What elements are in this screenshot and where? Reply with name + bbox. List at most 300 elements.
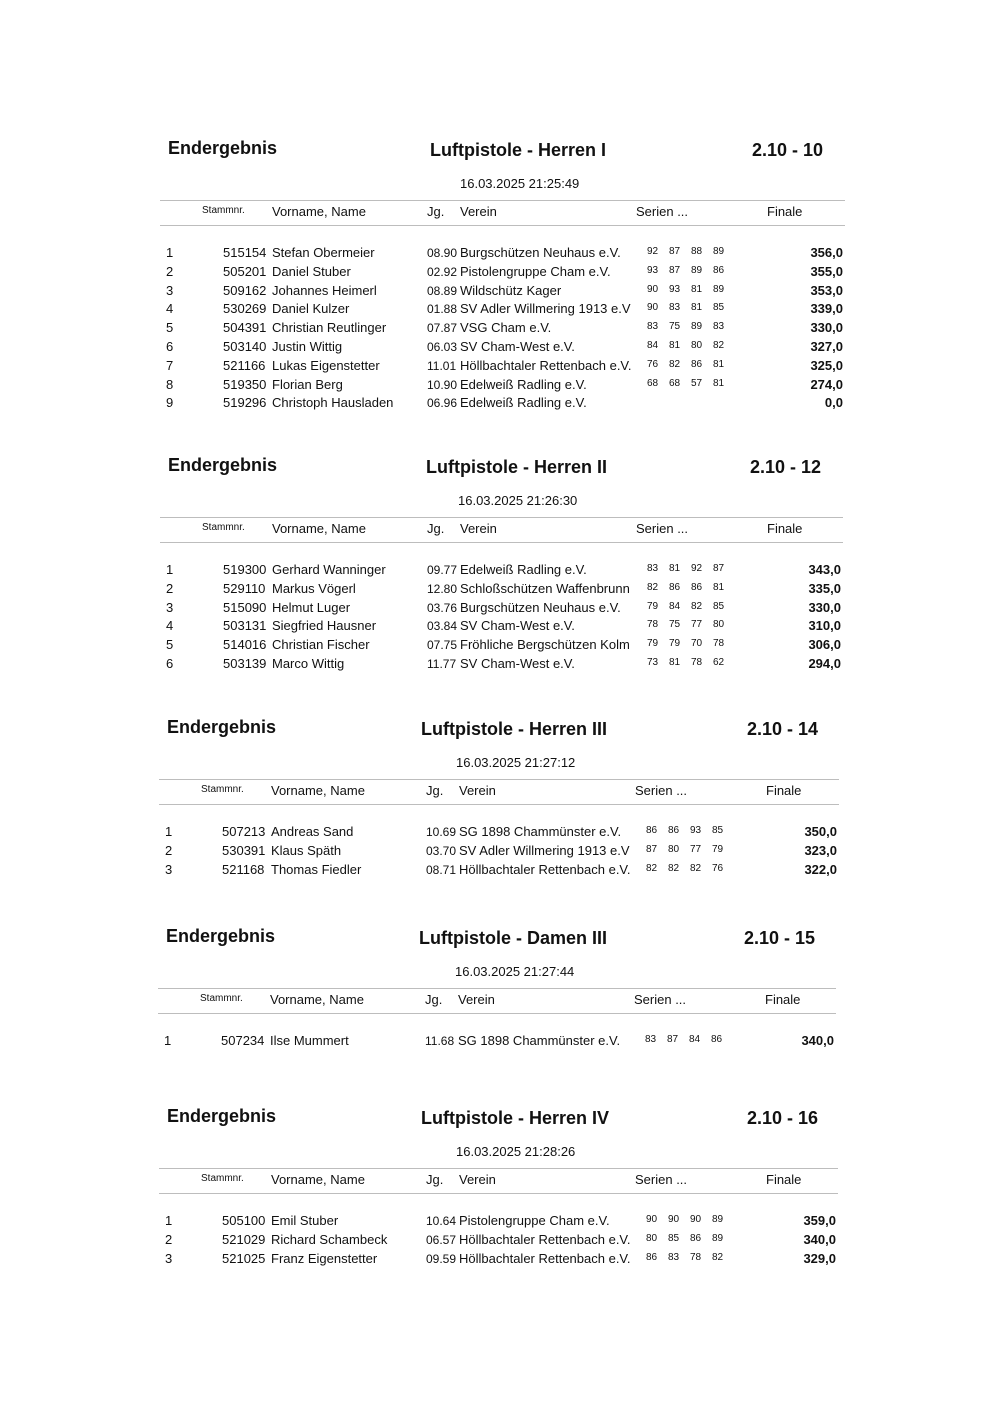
competition-title: Luftpistole - Herren I — [430, 140, 607, 160]
series-score: 86 — [646, 825, 658, 836]
series-score: 93 — [647, 264, 659, 276]
stammnr: 514016 — [223, 637, 267, 653]
rank: 2 — [165, 842, 173, 858]
series-score: 83 — [713, 321, 725, 333]
shooter-name: Johannes Heimerl — [272, 282, 377, 298]
club: SV Adler Willmering 1913 e.V — [459, 842, 630, 858]
series-score: 80 — [646, 1232, 658, 1244]
series-score: 86 — [691, 358, 703, 370]
rank: 1 — [165, 824, 173, 839]
competition-title: Luftpistole - Damen III — [419, 928, 608, 948]
rank: 4 — [166, 301, 174, 317]
series-scores — [646, 863, 734, 874]
club: Höllbachtaler Rettenbach e.V. — [459, 861, 631, 877]
final-score: 306,0 — [808, 637, 841, 653]
series-score: 85 — [668, 1232, 680, 1244]
shooter-name: Christian Reutlinger — [272, 320, 387, 336]
competition-code: 2.10 - 10 — [752, 140, 824, 160]
shooter-name: Daniel Kulzer — [272, 301, 350, 317]
series-score: 86 — [711, 1034, 723, 1045]
column-header-jg: Jg. — [425, 992, 443, 1007]
column-header-serien: Serien ... — [636, 204, 689, 219]
column-header-verein: Verein — [459, 1172, 496, 1187]
series-scores — [647, 657, 735, 668]
final-score: 325,0 — [810, 357, 843, 373]
final-score: 355,0 — [810, 263, 843, 279]
result-section — [160, 138, 845, 409]
timestamp: 16.03.2025 21:25:49 — [460, 176, 580, 191]
competition-code: 2.10 - 14 — [747, 719, 819, 739]
series-score: 87 — [669, 246, 681, 257]
birth-month-year: 09.59 — [426, 1251, 457, 1266]
stammnr: 507234 — [221, 1033, 265, 1048]
stammnr: 521166 — [223, 357, 266, 373]
series-score: 82 — [691, 600, 703, 612]
stammnr: 504391 — [223, 320, 267, 336]
rank: 2 — [166, 263, 174, 279]
club: Wildschütz Kager — [460, 282, 562, 298]
header-rule-top — [159, 779, 839, 780]
column-header-stammnr: Stammnr. — [201, 1173, 244, 1184]
series-score: 80 — [713, 619, 725, 631]
rank: 5 — [166, 637, 174, 653]
shooter-name: Franz Eigenstetter — [271, 1250, 378, 1266]
table-row — [158, 1033, 836, 1052]
birth-month-year: 06.96 — [427, 396, 458, 411]
series-score: 78 — [690, 1251, 702, 1263]
birth-month-year: 10.90 — [427, 377, 458, 392]
stammnr: 521029 — [222, 1231, 266, 1247]
shooter-name: Florian Berg — [272, 376, 343, 392]
header-rule-bottom — [159, 1193, 838, 1194]
rank: 6 — [166, 656, 174, 671]
stammnr: 515090 — [223, 599, 267, 615]
header-rule-top — [160, 517, 843, 518]
final-score: 330,0 — [810, 320, 843, 336]
series-score: 87 — [713, 563, 725, 574]
table-row — [160, 600, 843, 619]
series-score: 82 — [668, 862, 680, 874]
series-score: 70 — [691, 638, 703, 650]
series-scores — [647, 601, 735, 612]
final-score: 353,0 — [810, 282, 843, 298]
series-score: 89 — [713, 246, 725, 257]
birth-month-year: 03.70 — [426, 843, 457, 858]
series-score: 87 — [669, 264, 681, 276]
column-header-name: Vorname, Name — [271, 1172, 365, 1187]
series-score: 82 — [669, 358, 681, 370]
series-score: 90 — [690, 1214, 702, 1225]
shooter-name: Christoph Hausladen — [272, 395, 394, 411]
stammnr: 503131 — [223, 618, 267, 634]
column-header-jg: Jg. — [427, 204, 445, 219]
series-score: 78 — [691, 657, 703, 668]
final-score: 356,0 — [810, 245, 843, 260]
series-score: 81 — [713, 581, 725, 593]
series-score: 77 — [690, 843, 702, 855]
column-header-stammnr: Stammnr. — [202, 205, 245, 216]
shooter-name: Justin Wittig — [272, 339, 343, 354]
birth-month-year: 06.03 — [427, 340, 458, 354]
rank: 1 — [164, 1033, 172, 1048]
birth-month-year: 01.88 — [427, 302, 458, 317]
stammnr: 519350 — [223, 376, 267, 392]
shooter-name: Marco Wittig — [272, 656, 345, 671]
section-heading: Endergebnis — [168, 455, 278, 475]
column-header-verein: Verein — [459, 783, 496, 798]
competition-title: Luftpistole - Herren II — [426, 457, 608, 477]
series-scores — [646, 1233, 734, 1244]
section-heading: Endergebnis — [166, 926, 276, 946]
series-score: 83 — [647, 563, 659, 574]
series-score: 68 — [669, 377, 681, 389]
series-score: 68 — [647, 377, 659, 389]
birth-month-year: 02.92 — [427, 264, 458, 279]
shooter-name: Markus Vögerl — [272, 580, 356, 596]
table-row — [160, 656, 843, 675]
series-score: 90 — [647, 283, 659, 295]
stammnr: 529110 — [223, 580, 266, 596]
table-row — [159, 862, 839, 881]
club: Fröhliche Bergschützen Kolm — [460, 637, 630, 653]
final-score: 322,0 — [804, 861, 837, 877]
final-score: 310,0 — [808, 618, 841, 634]
birth-month-year: 07.75 — [427, 638, 458, 653]
stammnr: 519300 — [223, 562, 267, 577]
club: Höllbachtaler Rettenbach e.V. — [459, 1250, 631, 1266]
shooter-name: Helmut Luger — [272, 599, 351, 615]
column-header-jg: Jg. — [427, 521, 445, 536]
table-row — [160, 339, 845, 358]
birth-month-year: 11.68 — [425, 1034, 455, 1048]
shooter-name: Siegfried Hausner — [272, 618, 377, 634]
table-row — [160, 395, 845, 414]
final-score: 335,0 — [808, 580, 841, 596]
birth-month-year: 10.64 — [426, 1214, 457, 1228]
series-score: 57 — [691, 377, 703, 389]
series-scores — [646, 825, 734, 836]
column-header-stammnr: Stammnr. — [202, 522, 245, 533]
series-score: 93 — [669, 283, 681, 295]
series-score: 78 — [647, 619, 659, 631]
result-section — [159, 1106, 838, 1266]
section-heading: Endergebnis — [168, 138, 278, 158]
club: Pistolengruppe Cham e.V. — [459, 1213, 610, 1228]
stammnr: 521025 — [222, 1250, 266, 1266]
shooter-name: Daniel Stuber — [272, 263, 351, 279]
header-rule-top — [158, 988, 836, 989]
series-scores — [647, 638, 735, 649]
club: SV Cham-West e.V. — [460, 618, 575, 634]
column-header-finale: Finale — [765, 992, 801, 1007]
birth-month-year: 03.84 — [427, 619, 458, 634]
stammnr: 521168 — [222, 861, 265, 877]
series-score: 77 — [691, 619, 703, 631]
series-score: 86 — [691, 581, 703, 593]
column-header-finale: Finale — [767, 204, 803, 219]
table-row — [160, 637, 843, 656]
final-score: 340,0 — [803, 1231, 836, 1247]
birth-month-year: 11.77 — [427, 657, 457, 671]
column-header-stammnr: Stammnr. — [200, 993, 243, 1004]
column-header-finale: Finale — [766, 1172, 802, 1187]
series-score: 76 — [712, 862, 724, 874]
stammnr: 519296 — [223, 395, 267, 411]
series-score: 85 — [712, 825, 724, 836]
series-score: 89 — [691, 321, 703, 333]
series-score: 88 — [691, 246, 703, 257]
series-score: 81 — [669, 563, 681, 574]
series-score: 84 — [647, 340, 659, 351]
birth-month-year: 12.80 — [427, 581, 458, 596]
table-row — [160, 562, 843, 581]
header-rule-bottom — [158, 1013, 836, 1014]
series-score: 79 — [669, 638, 681, 650]
shooter-name: Gerhard Wanninger — [272, 562, 386, 577]
series-score: 79 — [647, 638, 659, 650]
rank: 2 — [166, 580, 174, 596]
shooter-name: Stefan Obermeier — [272, 245, 375, 260]
series-score: 81 — [669, 340, 681, 351]
column-header-verein: Verein — [458, 992, 495, 1007]
club: Edelweiß Radling e.V. — [460, 562, 587, 577]
table-row — [160, 264, 845, 283]
column-header-finale: Finale — [767, 521, 803, 536]
birth-month-year: 08.90 — [427, 246, 458, 260]
series-score: 90 — [668, 1214, 680, 1225]
birth-month-year: 08.89 — [427, 283, 458, 298]
table-row — [160, 377, 845, 396]
result-section — [160, 455, 843, 669]
series-score: 82 — [690, 862, 702, 874]
series-score: 84 — [689, 1034, 701, 1045]
shooter-name: Thomas Fiedler — [271, 861, 362, 877]
competition-code: 2.10 - 12 — [750, 457, 822, 477]
stammnr: 503140 — [223, 339, 267, 354]
table-row — [160, 283, 845, 302]
series-score: 75 — [669, 619, 681, 631]
column-header-stammnr: Stammnr. — [201, 784, 244, 795]
series-score: 76 — [647, 358, 659, 370]
series-score: 93 — [690, 825, 702, 836]
shooter-name: Lukas Eigenstetter — [272, 357, 380, 373]
club: SV Cham-West e.V. — [460, 656, 575, 671]
final-score: 323,0 — [804, 842, 837, 858]
result-section — [158, 926, 836, 1048]
rank: 2 — [165, 1231, 173, 1247]
birth-month-year: 11.01 — [427, 358, 457, 373]
stammnr: 530269 — [223, 301, 267, 317]
table-row — [159, 843, 839, 862]
series-score: 79 — [712, 843, 724, 855]
table-row — [159, 824, 839, 843]
table-row — [160, 320, 845, 339]
series-score: 81 — [713, 358, 725, 370]
stammnr: 503139 — [223, 656, 267, 671]
rank: 3 — [166, 282, 174, 298]
column-header-name: Vorname, Name — [272, 521, 366, 536]
shooter-name: Ilse Mummert — [270, 1033, 349, 1048]
series-score: 89 — [712, 1214, 724, 1225]
final-score: 350,0 — [804, 824, 837, 839]
series-score: 82 — [646, 862, 658, 874]
club: Schloßschützen Waffenbrunn — [460, 580, 630, 596]
series-score: 90 — [646, 1214, 658, 1225]
rank: 3 — [166, 599, 174, 615]
timestamp: 16.03.2025 21:26:30 — [458, 493, 578, 508]
series-score: 89 — [712, 1232, 724, 1244]
stammnr: 509162 — [223, 282, 267, 298]
club: SG 1898 Chammünster e.V. — [458, 1033, 621, 1048]
series-scores — [647, 302, 735, 313]
club: VSG Cham e.V. — [460, 320, 552, 336]
shooter-name: Christian Fischer — [272, 637, 370, 653]
series-score: 86 — [669, 581, 681, 593]
series-scores — [647, 321, 735, 332]
series-score: 87 — [667, 1034, 679, 1045]
series-score: 78 — [713, 638, 725, 650]
club: Edelweiß Radling e.V. — [460, 376, 587, 392]
birth-month-year: 03.76 — [427, 600, 458, 615]
table-row — [160, 245, 845, 264]
series-score: 83 — [647, 321, 659, 333]
table-row — [160, 358, 845, 377]
club: Pistolengruppe Cham e.V. — [460, 263, 611, 279]
final-score: 327,0 — [810, 339, 843, 354]
series-score: 81 — [691, 302, 703, 314]
series-score: 75 — [669, 321, 681, 333]
stammnr: 505201 — [223, 263, 267, 279]
series-score: 62 — [713, 657, 725, 668]
final-score: 343,0 — [808, 562, 841, 577]
series-score: 82 — [647, 581, 659, 593]
series-score: 86 — [668, 825, 680, 836]
club: Burgschützen Neuhaus e.V. — [460, 599, 621, 615]
section-heading: Endergebnis — [167, 717, 277, 737]
rank: 7 — [166, 357, 174, 373]
rank: 6 — [166, 339, 174, 354]
header-rule-bottom — [159, 804, 839, 805]
column-header-serien: Serien ... — [634, 992, 687, 1007]
competition-title: Luftpistole - Herren IV — [421, 1108, 610, 1128]
club: Edelweiß Radling e.V. — [460, 395, 587, 411]
series-scores — [647, 619, 735, 630]
series-score: 85 — [713, 302, 725, 314]
birth-month-year: 09.77 — [427, 563, 458, 577]
rank: 5 — [166, 320, 174, 336]
rank: 1 — [166, 245, 174, 260]
competition-title: Luftpistole - Herren III — [421, 719, 608, 739]
column-header-serien: Serien ... — [636, 521, 689, 536]
result-section — [159, 717, 839, 877]
birth-month-year: 07.87 — [427, 321, 458, 336]
series-scores — [647, 582, 735, 593]
header-rule-bottom — [160, 542, 843, 543]
column-header-name: Vorname, Name — [272, 204, 366, 219]
rank: 9 — [166, 395, 174, 411]
stammnr: 505100 — [222, 1213, 266, 1228]
series-scores — [647, 265, 735, 276]
birth-month-year: 10.69 — [426, 825, 457, 839]
club: Burgschützen Neuhaus e.V. — [460, 245, 621, 260]
column-header-verein: Verein — [460, 521, 497, 536]
series-score: 86 — [713, 264, 725, 276]
club: SG 1898 Chammünster e.V. — [459, 824, 622, 839]
final-score: 330,0 — [808, 599, 841, 615]
series-score: 85 — [713, 600, 725, 612]
series-score: 80 — [668, 843, 680, 855]
series-score: 82 — [712, 1251, 724, 1263]
table-row — [160, 301, 845, 320]
series-score: 84 — [669, 600, 681, 612]
table-row — [159, 1213, 838, 1232]
column-header-name: Vorname, Name — [271, 783, 365, 798]
rank: 1 — [166, 562, 174, 577]
series-score: 89 — [691, 264, 703, 276]
series-score: 82 — [713, 340, 725, 351]
competition-code: 2.10 - 15 — [744, 928, 816, 948]
header-rule-top — [160, 200, 845, 201]
table-row — [160, 618, 843, 637]
series-scores — [647, 563, 735, 574]
series-score: 81 — [713, 377, 725, 389]
series-scores — [646, 1252, 734, 1263]
header-rule-top — [159, 1168, 838, 1169]
series-score: 92 — [691, 563, 703, 574]
series-scores — [647, 378, 735, 389]
column-header-verein: Verein — [460, 204, 497, 219]
final-score: 329,0 — [803, 1250, 836, 1266]
timestamp: 16.03.2025 21:27:44 — [455, 964, 575, 979]
rank: 1 — [165, 1213, 173, 1228]
series-score: 80 — [691, 340, 703, 351]
stammnr: 530391 — [222, 842, 266, 858]
final-score: 340,0 — [801, 1033, 834, 1048]
club: SV Cham-West e.V. — [460, 339, 575, 354]
series-score: 83 — [645, 1034, 657, 1045]
series-scores — [647, 359, 735, 370]
series-scores — [645, 1034, 733, 1045]
final-score: 0,0 — [824, 395, 843, 411]
timestamp: 16.03.2025 21:27:12 — [456, 755, 576, 770]
series-score: 83 — [668, 1251, 680, 1263]
series-score: 83 — [669, 302, 681, 314]
column-header-name: Vorname, Name — [270, 992, 364, 1007]
series-score: 79 — [647, 600, 659, 612]
column-header-jg: Jg. — [426, 783, 444, 798]
competition-code: 2.10 - 16 — [747, 1108, 819, 1128]
shooter-name: Klaus Späth — [271, 842, 342, 858]
table-row — [159, 1232, 838, 1251]
column-header-serien: Serien ... — [635, 783, 688, 798]
series-scores — [647, 340, 735, 351]
club: Höllbachtaler Rettenbach e.V. — [460, 357, 632, 373]
column-header-jg: Jg. — [426, 1172, 444, 1187]
rank: 3 — [165, 861, 173, 877]
birth-month-year: 08.71 — [426, 862, 457, 877]
series-score: 86 — [690, 1232, 702, 1244]
final-score: 274,0 — [810, 376, 843, 392]
club: SV Adler Willmering 1913 e.V — [460, 301, 631, 317]
series-score: 73 — [647, 657, 659, 668]
series-score: 81 — [691, 283, 703, 295]
series-score: 92 — [647, 246, 659, 257]
stammnr: 515154 — [223, 245, 267, 260]
final-score: 359,0 — [803, 1213, 836, 1228]
timestamp: 16.03.2025 21:28:26 — [456, 1144, 576, 1159]
stammnr: 507213 — [222, 824, 266, 839]
birth-month-year: 06.57 — [426, 1232, 457, 1247]
